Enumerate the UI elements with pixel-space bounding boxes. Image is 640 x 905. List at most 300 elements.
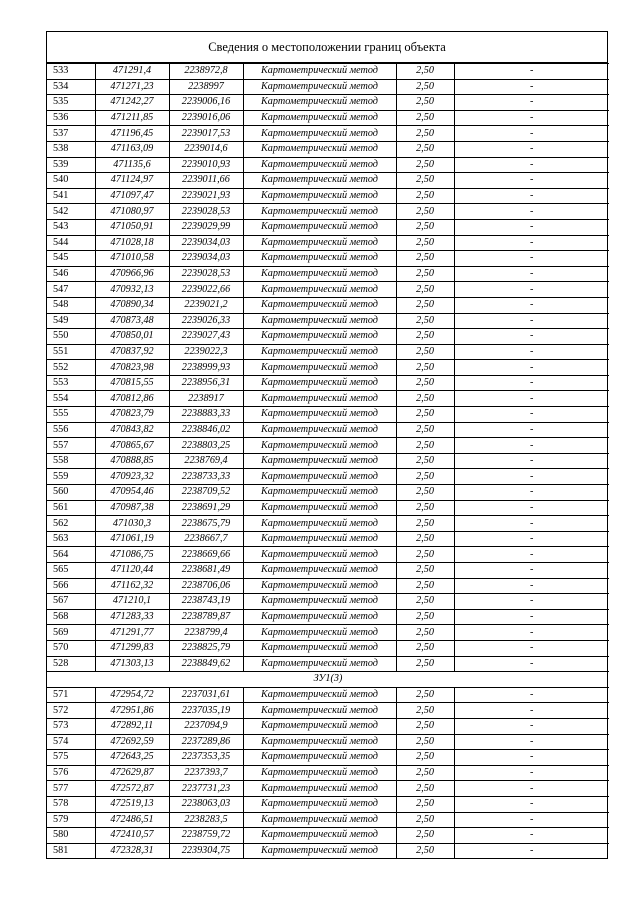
description-cell: - <box>454 563 609 579</box>
x-coordinate: 471135,6 <box>95 157 169 173</box>
x-coordinate: 470966,96 <box>95 266 169 282</box>
x-coordinate: 470815,55 <box>95 375 169 391</box>
point-number: 579 <box>47 812 95 828</box>
precision-cell: 2,50 <box>396 531 454 547</box>
table-row <box>47 79 609 95</box>
y-coordinate: 2238972,8 <box>169 64 243 80</box>
table-row <box>47 235 609 251</box>
x-coordinate: 470843,82 <box>95 422 169 438</box>
y-coordinate: 2239029,99 <box>169 219 243 235</box>
precision-cell: 2,50 <box>396 204 454 220</box>
x-coordinate: 472629,87 <box>95 765 169 781</box>
precision-cell: 2,50 <box>396 703 454 719</box>
y-coordinate: 2238769,4 <box>169 453 243 469</box>
point-number: 552 <box>47 360 95 376</box>
point-number: 538 <box>47 141 95 157</box>
table-row <box>47 485 609 501</box>
x-coordinate: 470890,34 <box>95 297 169 313</box>
y-coordinate: 2238706,06 <box>169 578 243 594</box>
y-coordinate: 2239034,03 <box>169 235 243 251</box>
precision-cell: 2,50 <box>396 79 454 95</box>
description-cell: - <box>454 485 609 501</box>
point-number: 542 <box>47 204 95 220</box>
description-cell: - <box>454 64 609 80</box>
table-row <box>47 578 609 594</box>
table-row <box>47 734 609 750</box>
point-number: 574 <box>47 734 95 750</box>
x-coordinate: 471291,77 <box>95 625 169 641</box>
x-coordinate: 470873,48 <box>95 313 169 329</box>
point-number: 570 <box>47 640 95 656</box>
point-number: 575 <box>47 750 95 766</box>
y-coordinate: 2239014,6 <box>169 141 243 157</box>
precision-cell: 2,50 <box>396 95 454 111</box>
precision-cell: 2,50 <box>396 438 454 454</box>
precision-cell: 2,50 <box>396 235 454 251</box>
point-number: 564 <box>47 547 95 563</box>
precision-cell: 2,50 <box>396 812 454 828</box>
table-row <box>47 157 609 173</box>
x-coordinate: 472519,13 <box>95 796 169 812</box>
table-row <box>47 110 609 126</box>
precision-cell: 2,50 <box>396 282 454 298</box>
point-number: 533 <box>47 64 95 80</box>
y-coordinate: 2238681,49 <box>169 563 243 579</box>
method-cell: Картометрический метод <box>243 843 396 858</box>
table-row <box>47 313 609 329</box>
precision-cell: 2,50 <box>396 110 454 126</box>
coordinates-table <box>47 63 609 858</box>
y-coordinate: 2238759,72 <box>169 828 243 844</box>
y-coordinate: 2238733,33 <box>169 469 243 485</box>
precision-cell: 2,50 <box>396 188 454 204</box>
description-cell: - <box>454 110 609 126</box>
y-coordinate: 2239022,3 <box>169 344 243 360</box>
description-cell: - <box>454 750 609 766</box>
description-cell: - <box>454 734 609 750</box>
description-cell: - <box>454 500 609 516</box>
y-coordinate: 2238803,25 <box>169 438 243 454</box>
method-cell: Картометрический метод <box>243 703 396 719</box>
description-cell: - <box>454 219 609 235</box>
description-cell: - <box>454 578 609 594</box>
y-coordinate: 2238743,19 <box>169 594 243 610</box>
x-coordinate: 471086,75 <box>95 547 169 563</box>
y-coordinate: 2238849,62 <box>169 656 243 672</box>
description-cell: - <box>454 95 609 111</box>
y-coordinate: 2237393,7 <box>169 765 243 781</box>
point-number: 551 <box>47 344 95 360</box>
table-row <box>47 500 609 516</box>
point-number: 554 <box>47 391 95 407</box>
y-coordinate: 2238846,02 <box>169 422 243 438</box>
precision-cell: 2,50 <box>396 422 454 438</box>
y-coordinate: 2237353,35 <box>169 750 243 766</box>
y-coordinate: 2239027,43 <box>169 329 243 345</box>
table-row <box>47 141 609 157</box>
table-row <box>47 750 609 766</box>
x-coordinate: 472643,25 <box>95 750 169 766</box>
point-number: 558 <box>47 453 95 469</box>
table-row <box>47 204 609 220</box>
precision-cell: 2,50 <box>396 375 454 391</box>
table-row <box>47 812 609 828</box>
table-row <box>47 547 609 563</box>
description-cell: - <box>454 781 609 797</box>
x-coordinate: 471010,58 <box>95 251 169 267</box>
point-number: 577 <box>47 781 95 797</box>
precision-cell: 2,50 <box>396 391 454 407</box>
point-number: 540 <box>47 173 95 189</box>
method-cell: Картометрический метод <box>243 796 396 812</box>
point-number: 566 <box>47 578 95 594</box>
y-coordinate: 2238691,29 <box>169 500 243 516</box>
y-coordinate: 2238283,5 <box>169 812 243 828</box>
x-coordinate: 472410,57 <box>95 828 169 844</box>
table-row <box>47 531 609 547</box>
precision-cell: 2,50 <box>396 500 454 516</box>
x-coordinate: 471120,44 <box>95 563 169 579</box>
table-row <box>47 375 609 391</box>
description-cell: - <box>454 765 609 781</box>
table-row <box>47 360 609 376</box>
precision-cell: 2,50 <box>396 609 454 625</box>
table-row <box>47 297 609 313</box>
table-row <box>47 594 609 610</box>
description-cell: - <box>454 547 609 563</box>
method-cell: Картометрический метод <box>243 516 396 532</box>
x-coordinate: 470865,67 <box>95 438 169 454</box>
method-cell: Картометрический метод <box>243 765 396 781</box>
description-cell: - <box>454 656 609 672</box>
y-coordinate: 2239034,03 <box>169 251 243 267</box>
description-cell: - <box>454 438 609 454</box>
point-number: 561 <box>47 500 95 516</box>
x-coordinate: 470823,79 <box>95 407 169 423</box>
x-coordinate: 472951,86 <box>95 703 169 719</box>
x-coordinate: 471097,47 <box>95 188 169 204</box>
method-cell: Картометрический метод <box>243 422 396 438</box>
table-row <box>47 469 609 485</box>
precision-cell: 2,50 <box>396 141 454 157</box>
method-cell: Картометрический метод <box>243 266 396 282</box>
precision-cell: 2,50 <box>396 297 454 313</box>
table-row <box>47 188 609 204</box>
x-coordinate: 472328,31 <box>95 843 169 858</box>
point-number: 573 <box>47 718 95 734</box>
precision-cell: 2,50 <box>396 640 454 656</box>
y-coordinate: 2237731,23 <box>169 781 243 797</box>
point-number: 550 <box>47 329 95 345</box>
y-coordinate: 2238917 <box>169 391 243 407</box>
precision-cell: 2,50 <box>396 469 454 485</box>
point-number: 567 <box>47 594 95 610</box>
precision-cell: 2,50 <box>396 485 454 501</box>
precision-cell: 2,50 <box>396 344 454 360</box>
y-coordinate: 2239017,53 <box>169 126 243 142</box>
description-cell: - <box>454 718 609 734</box>
x-coordinate: 470850,01 <box>95 329 169 345</box>
description-cell: - <box>454 812 609 828</box>
point-number: 578 <box>47 796 95 812</box>
table-row <box>47 391 609 407</box>
precision-cell: 2,50 <box>396 734 454 750</box>
description-cell: - <box>454 360 609 376</box>
x-coordinate: 471080,97 <box>95 204 169 220</box>
point-number: 539 <box>47 157 95 173</box>
method-cell: Картометрический метод <box>243 485 396 501</box>
table-row <box>47 329 609 345</box>
point-number: 534 <box>47 79 95 95</box>
point-number: 549 <box>47 313 95 329</box>
x-coordinate: 470888,85 <box>95 453 169 469</box>
precision-cell: 2,50 <box>396 407 454 423</box>
method-cell: Картометрический метод <box>243 329 396 345</box>
method-cell: Картометрический метод <box>243 235 396 251</box>
description-cell: - <box>454 796 609 812</box>
method-cell: Картометрический метод <box>243 718 396 734</box>
method-cell: Картометрический метод <box>243 64 396 80</box>
description-cell: - <box>454 204 609 220</box>
method-cell: Картометрический метод <box>243 79 396 95</box>
point-number: 565 <box>47 563 95 579</box>
y-coordinate: 2239026,33 <box>169 313 243 329</box>
table-row <box>47 656 609 672</box>
x-coordinate: 471028,18 <box>95 235 169 251</box>
precision-cell: 2,50 <box>396 578 454 594</box>
precision-cell: 2,50 <box>396 765 454 781</box>
x-coordinate: 472486,51 <box>95 812 169 828</box>
precision-cell: 2,50 <box>396 687 454 703</box>
y-coordinate: 2239028,53 <box>169 204 243 220</box>
method-cell: Картометрический метод <box>243 407 396 423</box>
precision-cell: 2,50 <box>396 843 454 858</box>
precision-cell: 2,50 <box>396 219 454 235</box>
description-cell: - <box>454 469 609 485</box>
y-coordinate: 2238063,03 <box>169 796 243 812</box>
y-coordinate: 2238709,52 <box>169 485 243 501</box>
x-coordinate: 472692,59 <box>95 734 169 750</box>
description-cell: - <box>454 297 609 313</box>
method-cell: Картометрический метод <box>243 297 396 313</box>
description-cell: - <box>454 703 609 719</box>
method-cell: Картометрический метод <box>243 594 396 610</box>
method-cell: Картометрический метод <box>243 734 396 750</box>
description-cell: - <box>454 625 609 641</box>
table-row <box>47 796 609 812</box>
y-coordinate: 2238883,33 <box>169 407 243 423</box>
description-cell: - <box>454 188 609 204</box>
x-coordinate: 471124,97 <box>95 173 169 189</box>
point-number: 545 <box>47 251 95 267</box>
precision-cell: 2,50 <box>396 828 454 844</box>
table-row <box>47 453 609 469</box>
method-cell: Картометрический метод <box>243 438 396 454</box>
table-row <box>47 344 609 360</box>
table-row <box>47 126 609 142</box>
table-row <box>47 219 609 235</box>
method-cell: Картометрический метод <box>243 609 396 625</box>
coordinates-table-body <box>47 64 609 859</box>
table-row <box>47 251 609 267</box>
description-cell: - <box>454 344 609 360</box>
point-number: 568 <box>47 609 95 625</box>
table-row <box>47 718 609 734</box>
method-cell: Картометрический метод <box>243 95 396 111</box>
x-coordinate: 471061,19 <box>95 531 169 547</box>
description-cell: - <box>454 828 609 844</box>
precision-cell: 2,50 <box>396 453 454 469</box>
description-cell: - <box>454 266 609 282</box>
description-cell: - <box>454 531 609 547</box>
precision-cell: 2,50 <box>396 251 454 267</box>
precision-cell: 2,50 <box>396 594 454 610</box>
table-row <box>47 173 609 189</box>
x-coordinate: 470987,38 <box>95 500 169 516</box>
x-coordinate: 471163,09 <box>95 141 169 157</box>
method-cell: Картометрический метод <box>243 563 396 579</box>
method-cell: Картометрический метод <box>243 360 396 376</box>
x-coordinate: 471210,1 <box>95 594 169 610</box>
x-coordinate: 470812,86 <box>95 391 169 407</box>
y-coordinate: 2239011,66 <box>169 173 243 189</box>
point-number: 557 <box>47 438 95 454</box>
table-row <box>47 64 609 80</box>
method-cell: Картометрический метод <box>243 625 396 641</box>
precision-cell: 2,50 <box>396 718 454 734</box>
x-coordinate: 470837,92 <box>95 344 169 360</box>
precision-cell: 2,50 <box>396 64 454 80</box>
method-cell: Картометрический метод <box>243 141 396 157</box>
x-coordinate: 471162,32 <box>95 578 169 594</box>
table-row <box>47 422 609 438</box>
y-coordinate: 2237289,86 <box>169 734 243 750</box>
x-coordinate: 472572,87 <box>95 781 169 797</box>
y-coordinate: 2238997 <box>169 79 243 95</box>
description-cell: - <box>454 609 609 625</box>
precision-cell: 2,50 <box>396 516 454 532</box>
method-cell: Картометрический метод <box>243 313 396 329</box>
y-coordinate: 2238667,7 <box>169 531 243 547</box>
method-cell: Картометрический метод <box>243 188 396 204</box>
y-coordinate: 2239021,2 <box>169 297 243 313</box>
point-number: 562 <box>47 516 95 532</box>
y-coordinate: 2238825,79 <box>169 640 243 656</box>
x-coordinate: 471303,13 <box>95 656 169 672</box>
description-cell: - <box>454 453 609 469</box>
x-coordinate: 470823,98 <box>95 360 169 376</box>
description-cell: - <box>454 687 609 703</box>
x-coordinate: 471291,4 <box>95 64 169 80</box>
description-cell: - <box>454 391 609 407</box>
description-cell: - <box>454 843 609 858</box>
y-coordinate: 2239010,93 <box>169 157 243 173</box>
table-row <box>47 781 609 797</box>
precision-cell: 2,50 <box>396 266 454 282</box>
method-cell: Картометрический метод <box>243 750 396 766</box>
table-row <box>47 765 609 781</box>
point-number: 548 <box>47 297 95 313</box>
x-coordinate: 471050,91 <box>95 219 169 235</box>
x-coordinate: 471211,85 <box>95 110 169 126</box>
precision-cell: 2,50 <box>396 563 454 579</box>
table-row <box>47 95 609 111</box>
method-cell: Картометрический метод <box>243 375 396 391</box>
description-cell: - <box>454 516 609 532</box>
method-cell: Картометрический метод <box>243 344 396 360</box>
description-cell: - <box>454 375 609 391</box>
precision-cell: 2,50 <box>396 329 454 345</box>
point-number: 553 <box>47 375 95 391</box>
x-coordinate: 471242,27 <box>95 95 169 111</box>
x-coordinate: 470923,32 <box>95 469 169 485</box>
point-number: 537 <box>47 126 95 142</box>
method-cell: Картометрический метод <box>243 578 396 594</box>
description-cell: - <box>454 235 609 251</box>
x-coordinate: 471299,83 <box>95 640 169 656</box>
table-row <box>47 282 609 298</box>
method-cell: Картометрический метод <box>243 640 396 656</box>
table-row <box>47 407 609 423</box>
precision-cell: 2,50 <box>396 173 454 189</box>
description-cell: - <box>454 173 609 189</box>
description-cell: - <box>454 407 609 423</box>
y-coordinate: 2238999,93 <box>169 360 243 376</box>
x-coordinate: 470932,13 <box>95 282 169 298</box>
x-coordinate: 470954,46 <box>95 485 169 501</box>
method-cell: Картометрический метод <box>243 656 396 672</box>
method-cell: Картометрический метод <box>243 828 396 844</box>
description-cell: - <box>454 141 609 157</box>
precision-cell: 2,50 <box>396 313 454 329</box>
description-cell: - <box>454 157 609 173</box>
precision-cell: 2,50 <box>396 796 454 812</box>
section-row <box>47 672 609 688</box>
point-number: 569 <box>47 625 95 641</box>
table-row <box>47 640 609 656</box>
method-cell: Картометрический метод <box>243 500 396 516</box>
point-number: 580 <box>47 828 95 844</box>
boundary-table-sheet <box>46 31 608 859</box>
table-row <box>47 516 609 532</box>
description-cell: - <box>454 282 609 298</box>
point-number: 543 <box>47 219 95 235</box>
precision-cell: 2,50 <box>396 157 454 173</box>
point-number: 571 <box>47 687 95 703</box>
description-cell: - <box>454 313 609 329</box>
method-cell: Картометрический метод <box>243 204 396 220</box>
point-number: 547 <box>47 282 95 298</box>
method-cell: Картометрический метод <box>243 547 396 563</box>
method-cell: Картометрический метод <box>243 391 396 407</box>
method-cell: Картометрический метод <box>243 453 396 469</box>
y-coordinate: 2238789,87 <box>169 609 243 625</box>
point-number: 555 <box>47 407 95 423</box>
y-coordinate: 2239028,53 <box>169 266 243 282</box>
y-coordinate: 2238675,79 <box>169 516 243 532</box>
table-row <box>47 609 609 625</box>
point-number: 559 <box>47 469 95 485</box>
precision-cell: 2,50 <box>396 781 454 797</box>
y-coordinate: 2237035,19 <box>169 703 243 719</box>
method-cell: Картометрический метод <box>243 687 396 703</box>
method-cell: Картометрический метод <box>243 469 396 485</box>
precision-cell: 2,50 <box>396 360 454 376</box>
point-number: 572 <box>47 703 95 719</box>
table-row <box>47 625 609 641</box>
table-title: Сведения о местоположении границ объекта <box>47 32 607 63</box>
point-number: 535 <box>47 95 95 111</box>
